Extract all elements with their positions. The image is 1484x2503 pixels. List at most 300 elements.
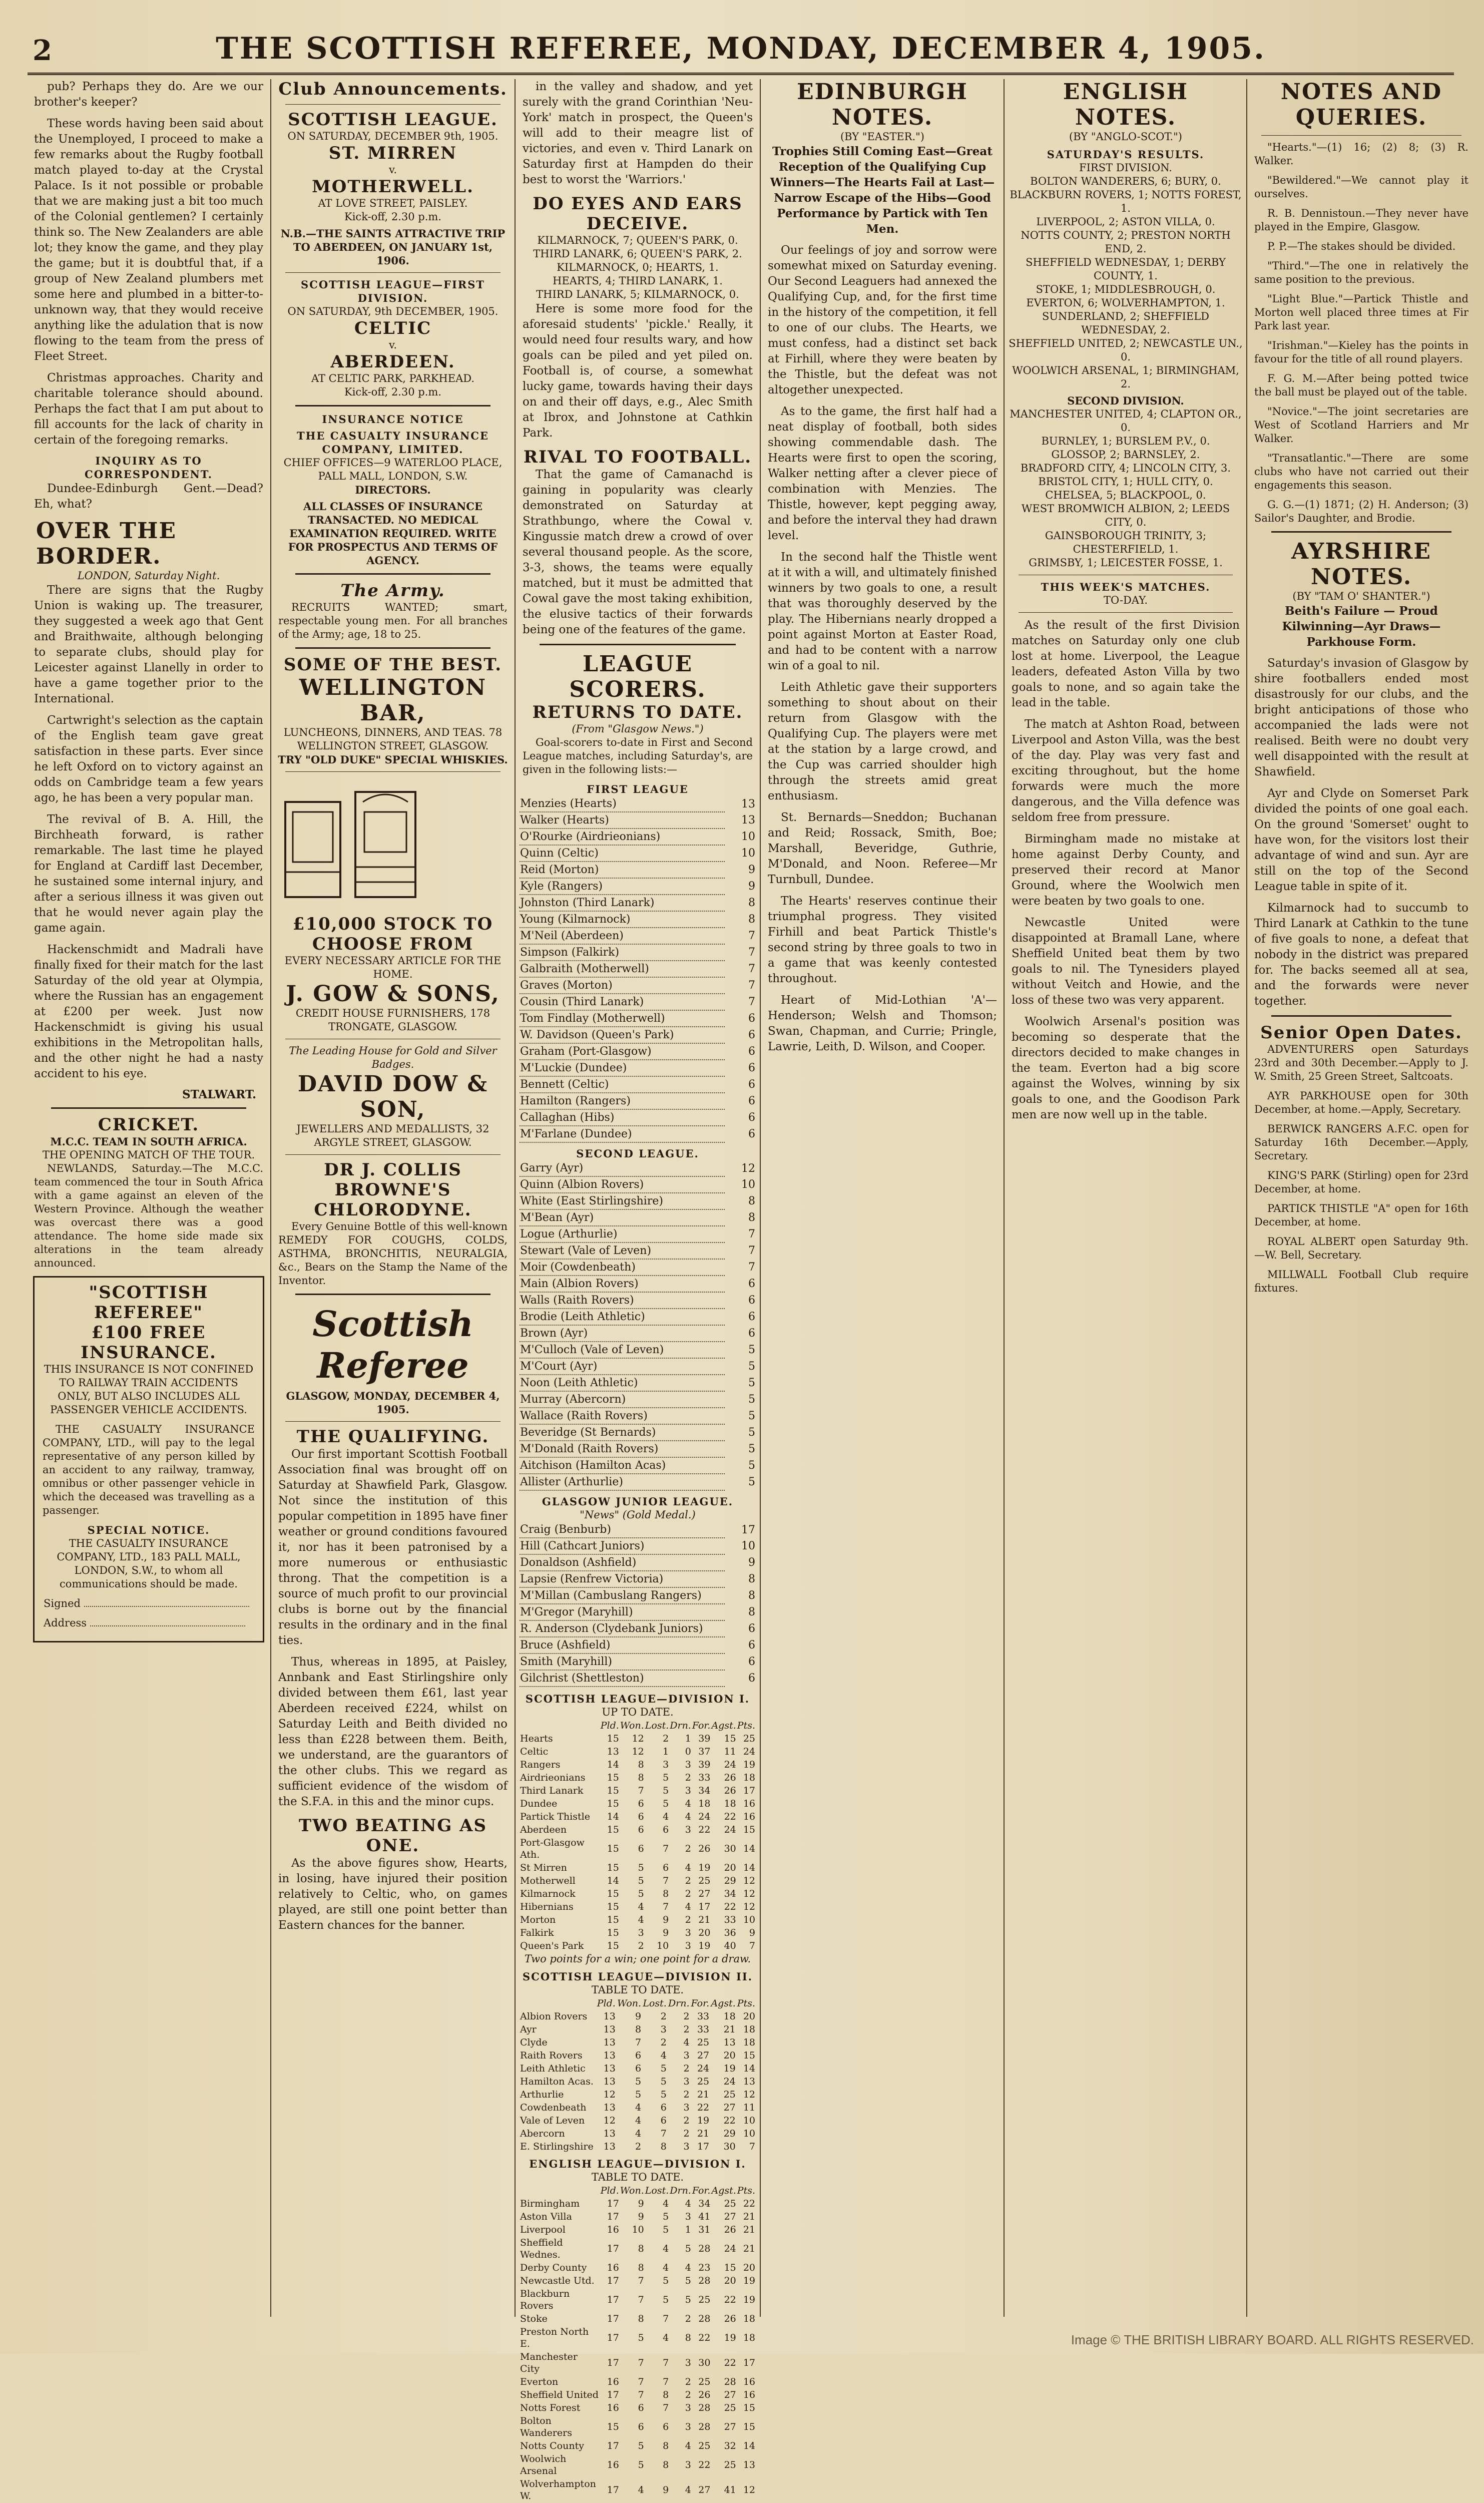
table-cell: 22: [724, 2357, 736, 2368]
table-cell: 3: [685, 2211, 691, 2222]
table-cell: 1: [663, 1746, 669, 1757]
scorer-row: [520, 1109, 756, 1126]
column-header: Won.: [620, 2185, 644, 2196]
table-cell: 27: [698, 1888, 711, 1899]
column-header: Lost.: [645, 1720, 669, 1731]
table-cell: 17: [607, 2357, 619, 2368]
team-name: Morton: [520, 1914, 556, 1925]
kickoff: Kick-off, 2.30 p.m.: [344, 211, 441, 223]
scorer-name: Young (Kilmarnock): [520, 911, 725, 928]
table-cell: 13: [607, 1746, 619, 1757]
scorer-row: [520, 1325, 756, 1342]
scorer-goals: 6: [748, 1327, 755, 1340]
team-name: Airdrieonians: [520, 1772, 586, 1783]
divider: [285, 272, 501, 273]
article-paragraph: In the second half the Thistle went at it with a will, and ultimately finished winners by two goals to one, a result that was thoroughly deserved by the play. The Hibernians nearly dropped a point against Morton at Easter Road, and had to be content with a narrow win of a goal to nil.: [768, 551, 997, 672]
result-line: BURNLEY, 1; BURSLEM P.V., 0.: [1041, 435, 1210, 447]
result-line: MANCHESTER UNITED, 4; CLAPTON OR., 0.: [1010, 408, 1242, 434]
column-header: Agst.: [711, 2185, 736, 2196]
table-cell: 26: [724, 2224, 736, 2235]
team-name: Liverpool: [520, 2224, 566, 2235]
team-name: Third Lanark: [520, 1785, 584, 1796]
table-row: [520, 1758, 756, 1771]
table-cell: 6: [663, 1824, 669, 1835]
result-line: GAINSBOROUGH TRINITY, 3; CHESTERFIELD, 1.: [1045, 530, 1207, 555]
page-number: 2: [33, 34, 52, 67]
article-paragraph: Our feelings of joy and sorrow were somewhat mixed on Saturday evening. Our Second Leaguers had annexed the Qualifying Cup, and, for the first time in the history of the competition, it fell to one of our clubs. The Hearts, we must confess, had a distinct set back at Firhill, where they were beaten by the Thistle, but the defeat was not altogether unexpected.: [768, 244, 997, 396]
table-cell: 19: [698, 1940, 711, 1951]
table-cell: 5: [638, 1888, 644, 1899]
column-5: [1009, 79, 1243, 2317]
scorer-name: Logue (Arthurlie): [520, 1226, 725, 1242]
scorer-goals: 6: [748, 1111, 755, 1124]
table-cell: 15: [607, 1772, 619, 1783]
table-cell: 34: [698, 1785, 711, 1796]
table-cell: 5: [635, 2089, 642, 2100]
column-header: For.: [692, 1720, 711, 1731]
table-cell: 25: [724, 2198, 736, 2209]
result-line: THIRD LANARK, 6; QUEEN'S PARK, 2.: [533, 248, 742, 260]
scorer-name: R. Anderson (Clydebank Juniors): [520, 1620, 725, 1637]
table-cell: 3: [660, 2024, 667, 2035]
scorer-row: [520, 1259, 756, 1276]
scorer-name: O'Rourke (Airdrieonians): [520, 828, 725, 845]
article-paragraph: These words having been said about the Unemployed, I proceed to make a few remarks about the Rugby football match played to-day at the Crystal Palace. Is it not possible or probable that we are making just a bit too much of the Colonial gentlemen? I certainly think so. The New Zealanders are able lot; they know the game, and they play the game; but it is doubtful that, if a group of New Zealand plumbers met some here and plumbed in a bitter-to-unknown way, that they would receive anything like the adulation that is now flowing to the team from the press of Fleet Street.: [34, 117, 263, 363]
table-cell: 2: [685, 1843, 691, 1854]
team-name: Partick Thistle: [520, 1811, 590, 1822]
table-cell: 24: [697, 2063, 710, 2074]
notes-list: [1251, 141, 1471, 525]
table-cell: 19: [743, 1759, 755, 1770]
table-cell: 25: [697, 2076, 710, 2087]
table-cell: 37: [698, 1746, 711, 1757]
table-cell: 4: [663, 2262, 669, 2273]
table-row: [520, 1926, 756, 1939]
scorer-row: [520, 1209, 756, 1226]
table-cell: 22: [724, 1811, 736, 1822]
table-cell: 16: [743, 2376, 755, 2387]
scorer-row: [520, 1474, 756, 1490]
table-cell: 5: [635, 2076, 642, 2087]
table-cell: 21: [743, 2224, 755, 2235]
table-cell: 4: [685, 2198, 691, 2209]
table-cell: 6: [638, 1798, 644, 1809]
table-cell: 15: [607, 1901, 619, 1912]
scorer-name: Bruce (Ashfield): [520, 1637, 725, 1653]
scorer-row: [520, 961, 756, 977]
column-header: Lost.: [643, 1998, 667, 2009]
table-cell: 17: [698, 1901, 711, 1912]
column-header: Pts.: [737, 1720, 755, 1731]
table-cell: 8: [663, 2389, 669, 2400]
table-cell: 33: [724, 1914, 736, 1925]
table-cell: 4: [663, 2198, 669, 2209]
inquiry-text: Dundee-Edinburgh Gent.—Dead? Eh, what?: [34, 482, 263, 511]
table-cell: 17: [607, 2313, 619, 2324]
scorer-goals: 6: [748, 1639, 755, 1651]
collis-name: DR J. COLLIS BROWNE'S: [324, 1160, 462, 1200]
table-cell: 2: [683, 2089, 690, 2100]
scorer-name: Galbraith (Motherwell): [520, 961, 725, 977]
team-home: CELTIC: [354, 318, 432, 338]
scorer-goals: 6: [748, 1278, 755, 1290]
scorer-goals: 7: [748, 963, 755, 975]
scorer-goals: 8: [748, 1589, 755, 1602]
team-name: Woolwich Arsenal: [520, 2453, 567, 2476]
table-cell: 13: [723, 2037, 736, 2048]
table-cell: 7: [638, 2275, 644, 2286]
result-line: STOKE, 1; MIDDLESBROUGH, 0.: [1036, 283, 1216, 295]
scorer-name: Garry (Ayr): [520, 1160, 725, 1176]
returns-intro: Goal-scorers to-date in First and Second League matches, including Saturday's, are given in the following lists:—: [523, 736, 753, 775]
table-cell: 8: [638, 2243, 644, 2254]
scorer-name: Main (Albion Rovers): [520, 1276, 725, 1292]
table-cell: 5: [685, 2294, 691, 2305]
table-row: [520, 2261, 756, 2274]
table-cell: 2: [683, 2115, 690, 2126]
table-cell: 3: [683, 2102, 690, 2113]
insurance-subheading: £100 FREE INSURANCE.: [81, 1323, 217, 1363]
team-name: Everton: [520, 2376, 559, 2387]
table-cell: 27: [698, 2484, 711, 2495]
table-row: [520, 1732, 756, 1745]
table-cell: 26: [724, 2313, 736, 2324]
table-cell: 10: [657, 1940, 669, 1951]
summary: Beith's Failure — Proud Kilwinning—Ayr Draws—Parkhouse Form.: [1282, 604, 1441, 649]
announcement-date: ON SATURDAY, 9th DECEMBER, 1905.: [287, 305, 499, 317]
table-cell: 9: [663, 1914, 669, 1925]
team-name: Arthurlie: [520, 2089, 564, 2100]
table-row: [520, 2140, 756, 2153]
table-cell: 5: [663, 2211, 669, 2222]
table-cell: 19: [743, 2275, 755, 2286]
table-cell: 15: [743, 2050, 755, 2061]
column-header: Won.: [617, 1998, 642, 2009]
column-header: Drn.: [670, 2185, 691, 2196]
rival-heading: RIVAL TO FOOTBALL.: [523, 447, 752, 467]
club-announcements-heading: Club Announcements.: [278, 79, 508, 99]
scorer-name: Johnston (Third Lanark): [520, 895, 725, 911]
table-cell: 2: [660, 2037, 667, 2048]
table-cell: 5: [638, 1862, 644, 1873]
scorer-row: [520, 1027, 756, 1043]
table-row: [520, 1823, 756, 1836]
team-name: Falkirk: [520, 1927, 554, 1938]
query-answer: "Bewildered."—We cannot play it ourselves.: [1254, 174, 1468, 200]
table-cell: 7: [663, 2357, 669, 2368]
team-name: Kilmarnock: [520, 1888, 576, 1899]
table-header-row: [520, 1719, 756, 1732]
open-date-item: BERWICK RANGERS A.F.C. open for Saturday 16th December.—Apply, Secretary.: [1254, 1123, 1468, 1162]
table-cell: 5: [663, 2275, 669, 2286]
scorer-goals: 7: [748, 996, 755, 1008]
table-row: [520, 2287, 756, 2312]
table-cell: 8: [663, 2459, 669, 2470]
result-line: SHEFFIELD UNITED, 2; NEWCASTLE UN., 0.: [1009, 337, 1243, 363]
table-cell: 28: [698, 2275, 711, 2286]
table-cell: 15: [607, 2421, 619, 2432]
team-name: Ayr: [520, 2024, 537, 2035]
scorer-name: Graves (Morton): [520, 977, 725, 994]
query-answer: "Light Blue."—Partick Thistle and Morton well placed three times at Fir Park last year.: [1254, 293, 1468, 332]
table-row: [520, 1797, 756, 1810]
result-line: SHEFFIELD WEDNESDAY, 1; DERBY COUNTY, 1.: [1026, 256, 1226, 282]
article-paragraph: The revival of B. A. Hill, the Birchheath forward, is rather remarkable. The last time he played for England at Cardiff last December, he sustained some internal injury, and after a serious illness it was given out that he would never again play the game again.: [34, 813, 263, 935]
article-paragraph: Woolwich Arsenal's position was becoming so desperate that the directors decided to make changes in the team. Everton had a big score against the Wolves, winning by six goals to one, and the Goodison Park men are now well up in the table.: [1012, 1015, 1240, 1121]
table-cell: 30: [698, 2357, 711, 2368]
scorer-row: [520, 1457, 756, 1474]
scorer-goals: 8: [748, 913, 755, 926]
table-cell: 3: [685, 1940, 691, 1951]
scorer-goals: 8: [748, 897, 755, 909]
scorer-row: [520, 1391, 756, 1408]
table-cell: 2: [685, 1888, 691, 1899]
scorer-name: M'Bean (Ayr): [520, 1209, 725, 1226]
article-paragraph: Birmingham made no mistake at home against Derby County, and preserved their record at Manor Ground, where the Woolwich men were beaten by two goals to one.: [1012, 832, 1240, 908]
table-cell: 41: [724, 2484, 736, 2495]
column-header: Lost.: [645, 2185, 669, 2196]
divider: [295, 573, 490, 575]
scorer-name: M'Court (Ayr): [520, 1358, 725, 1375]
first-league-heading: FIRST LEAGUE: [587, 783, 689, 795]
table-cell: 15: [743, 2421, 755, 2432]
scorer-goals: 5: [748, 1459, 755, 1472]
scorer-name: Hamilton (Rangers): [520, 1093, 725, 1109]
returns-source: (From "Glasgow News."): [572, 723, 704, 735]
divider: [1261, 135, 1461, 136]
dow-sub: JEWELLERS AND MEDALLISTS, 32 ARGYLE STREET, GLASGOW.: [296, 1123, 489, 1148]
table-cell: 18: [743, 2313, 755, 2324]
scorer-goals: 5: [748, 1393, 755, 1406]
team-name: Blackburn Rovers: [520, 2288, 570, 2311]
table-cell: 4: [635, 2115, 642, 2126]
division-2-table: [520, 1997, 756, 2153]
scorer-row: [520, 1193, 756, 1209]
team-name: Port-Glasgow Ath.: [520, 1837, 585, 1860]
article-paragraph: Our first important Scottish Football Association final was brought off on Saturday at Shawfield Park, Glasgow. Not since the institution of this popular competition in 1895 have finer weather or ground conditions favoured it, nor has it been patronised by a more numerous or enthusiastic throng. That the competition is a source of much profit to our provincial clubs is borne out by the financial results in the ordinary and in the final ties.: [278, 1448, 508, 1647]
table-cell: 7: [749, 1940, 755, 1951]
table-cell: 25: [724, 2459, 736, 2470]
column-header: Pld.: [600, 1720, 619, 1731]
table-cell: 16: [743, 1811, 755, 1822]
team-name: St Mirren: [520, 1862, 567, 1873]
table-cell: 17: [607, 2332, 619, 2343]
open-date-item: MILLWALL Football Club require fixtures.: [1254, 1269, 1468, 1294]
scorer-name: Allister (Arthurlie): [520, 1474, 725, 1490]
table-cell: 19: [698, 1862, 711, 1873]
table-cell: 28: [698, 2421, 711, 2432]
insurance-coupon: [33, 1276, 264, 1642]
scorer-name: Simpson (Falkirk): [520, 944, 725, 961]
table-row: [520, 1745, 756, 1758]
scorer-row: [520, 1522, 756, 1538]
table-cell: 13: [603, 2076, 616, 2087]
article-paragraph: Hackenschmidt and Madrali have finally fixed for their match for the last Saturday of the old year at Olympia, where the Russian has an engagement at £200 per week. Just now Hackenschmidt is giving his usual exhibitions in the Metropolitan halls, and the other night he had a nasty accident to his eye.: [34, 943, 263, 1080]
table-cell: 25: [697, 2037, 710, 2048]
table-cell: 13: [603, 2128, 616, 2139]
table-cell: 20: [743, 2011, 755, 2022]
scorer-name: Noon (Leith Athletic): [520, 1375, 725, 1391]
junior-league-heading: GLASGOW JUNIOR LEAGUE.: [542, 1495, 734, 1508]
team-name: Albion Rovers: [520, 2011, 588, 2022]
second-league-scorers: [520, 1160, 756, 1491]
bar-name: WELLINGTON BAR,: [299, 675, 487, 726]
table-cell: 15: [607, 1798, 619, 1809]
scorer-row: [520, 1538, 756, 1554]
table-cell: 24: [743, 1746, 755, 1757]
scorer-name: M'Luckie (Dundee): [520, 1060, 725, 1076]
team-name: Notts Forest: [520, 2402, 581, 2413]
table-cell: 13: [743, 2459, 755, 2470]
table-cell: 32: [724, 2440, 736, 2451]
team-name: Vale of Leven: [520, 2115, 585, 2126]
table-row: [520, 2274, 756, 2287]
bar-text: LUNCHEONS, DINNERS, AND TEAS. 78 WELLINGTON STREET, GLASGOW.: [283, 726, 503, 752]
table-cell: 2: [685, 1772, 691, 1783]
scorer-name: Beveridge (St Bernards): [520, 1424, 725, 1441]
scorer-name: Walker (Hearts): [520, 812, 725, 828]
table-cell: 15: [607, 1733, 619, 1744]
table-row: [520, 2114, 756, 2127]
table-row: [520, 1771, 756, 1784]
table-cell: 2: [683, 2024, 690, 2035]
table-row: [520, 2210, 756, 2223]
table-cell: 14: [607, 1875, 619, 1886]
scorer-goals: 6: [748, 1655, 755, 1668]
table-cell: 8: [660, 2141, 667, 2152]
table-row: [520, 1913, 756, 1926]
english-division-1-table: [520, 2184, 756, 2503]
table-cell: 8: [638, 1759, 644, 1770]
trip-notice: N.B.—THE SAINTS ATTRACTIVE TRIP TO ABERDEEN, ON JANUARY 1st, 1906.: [280, 227, 506, 267]
table-cell: 4: [685, 2440, 691, 2451]
table-row: [520, 1861, 756, 1874]
table-cell: 2: [685, 1875, 691, 1886]
article-paragraph: pub? Perhaps they do. Are we our brother's keeper?: [34, 80, 263, 109]
address-line: [90, 1625, 245, 1626]
scorer-row: [520, 1060, 756, 1076]
table-cell: 5: [660, 2076, 667, 2087]
table-cell: 2: [660, 2011, 667, 2022]
scorer-goals: 5: [748, 1360, 755, 1373]
table-row: [520, 2010, 756, 2023]
table-cell: 4: [685, 1798, 691, 1809]
table-cell: 30: [723, 2141, 736, 2152]
scorer-goals: 6: [748, 1062, 755, 1074]
scorer-name: Craig (Benburb): [520, 1522, 725, 1538]
scorer-name: M'Gregor (Maryhill): [520, 1604, 725, 1620]
article-paragraph: St. Bernards—Sneddon; Buchanan and Reid; Rossack, Smith, Boe; Marshall, Beveridge, Guthrie, M'Donald, and Noon. Referee—Mr Turnbull, Dundee.: [768, 811, 997, 886]
table-row: [520, 1784, 756, 1797]
divider: [285, 1154, 501, 1155]
table-cell: 20: [743, 2262, 755, 2273]
table-row: [520, 2088, 756, 2101]
table-cell: 4: [685, 2484, 691, 2495]
table1-heading: SCOTTISH LEAGUE—DIVISION I.: [525, 1693, 750, 1705]
table-row: [520, 2452, 756, 2477]
company-office: CHIEF OFFICES—9 WATERLOO PLACE, PALL MALL, LONDON, S.W.: [283, 457, 503, 482]
table-cell: 12: [743, 1901, 755, 1912]
table-cell: 2: [683, 2063, 690, 2074]
result-line: HEARTS, 4; THIRD LANARK, 1.: [553, 275, 723, 287]
table-cell: 7: [635, 2037, 642, 2048]
table-cell: 33: [698, 1772, 711, 1783]
team-name: Rangers: [520, 1759, 561, 1770]
table-cell: 7: [663, 2313, 669, 2324]
table-cell: 7: [638, 2294, 644, 2305]
query-answer: "Third."—The one in relatively the same position to the previous.: [1254, 260, 1468, 285]
team-name: Cowdenbeath: [520, 2102, 587, 2113]
table-cell: 6: [660, 2115, 667, 2126]
table-cell: 29: [724, 1875, 736, 1886]
table-cell: 10: [743, 2115, 755, 2126]
team-name: Aston Villa: [520, 2211, 572, 2222]
masthead-date: GLASGOW, MONDAY, DECEMBER 4, 1905.: [286, 1390, 500, 1416]
table-cell: 7: [663, 2402, 669, 2413]
notes-queries-heading: NOTES AND QUERIES.: [1280, 79, 1442, 130]
second-division-results: [1009, 407, 1243, 570]
table-cell: 5: [663, 1772, 669, 1783]
table-cell: 20: [723, 2050, 736, 2061]
byline: (BY "ANGLO-SCOT."): [1069, 131, 1182, 143]
cricket-subheading-2: THE OPENING MATCH OF THE TOUR.: [42, 1149, 255, 1161]
table-cell: 7: [663, 2376, 669, 2387]
table-cell: 11: [743, 2102, 755, 2113]
table-row: [520, 2197, 756, 2210]
result-line: GRIMSBY, 1; LEICESTER FOSSE, 1.: [1029, 557, 1223, 569]
team-name: Wolverhampton W.: [520, 2478, 596, 2501]
scorer-row: [520, 1276, 756, 1292]
table-cell: 16: [607, 2376, 619, 2387]
team-name: Queen's Park: [520, 1940, 584, 1951]
scorer-row: [520, 1292, 756, 1309]
team-name: Leith Athletic: [520, 2063, 586, 2074]
signed-line: [84, 1606, 249, 1607]
scorer-row: [520, 878, 756, 895]
table-cell: 12: [603, 2115, 616, 2126]
table-cell: 12: [603, 2089, 616, 2100]
border-heading: OVER THE BORDER.: [36, 518, 177, 569]
table-cell: 13: [603, 2102, 616, 2113]
table-cell: 33: [697, 2024, 710, 2035]
table-cell: 11: [724, 1746, 736, 1757]
scorer-name: Donaldson (Ashfield): [520, 1554, 725, 1571]
scorer-name: Stewart (Vale of Leven): [520, 1242, 725, 1259]
table-cell: 16: [743, 1798, 755, 1809]
divider: [295, 1294, 490, 1295]
scorer-row: [520, 1226, 756, 1242]
table-cell: 4: [683, 2037, 690, 2048]
scorer-name: M'Culloch (Vale of Leven): [520, 1342, 725, 1358]
table-cell: 7: [663, 1843, 669, 1854]
scorer-row: [520, 977, 756, 994]
stock-sub: EVERY NECESSARY ARTICLE FOR THE HOME.: [284, 955, 502, 980]
table-cell: 3: [685, 1759, 691, 1770]
scorer-name: Quinn (Celtic): [520, 845, 725, 862]
table-cell: 17: [607, 2243, 619, 2254]
table-cell: 25: [698, 2440, 711, 2451]
table-cell: 24: [724, 1824, 736, 1835]
scorer-goals: 12: [741, 1162, 755, 1175]
announcement-title: SCOTTISH LEAGUE—FIRST DIVISION.: [300, 278, 485, 304]
scorer-goals: 5: [748, 1344, 755, 1356]
page-title: THE SCOTTISH REFEREE, MONDAY, DECEMBER 4, 1905.: [216, 31, 1266, 66]
signed-label: Signed: [44, 1597, 81, 1609]
scorer-row: [520, 1342, 756, 1358]
second-division-label: SECOND DIVISION.: [1067, 394, 1184, 407]
gow-name: J. GOW & SONS,: [286, 981, 500, 1007]
senior-dates-heading: Senior Open Dates.: [1260, 1023, 1462, 1043]
